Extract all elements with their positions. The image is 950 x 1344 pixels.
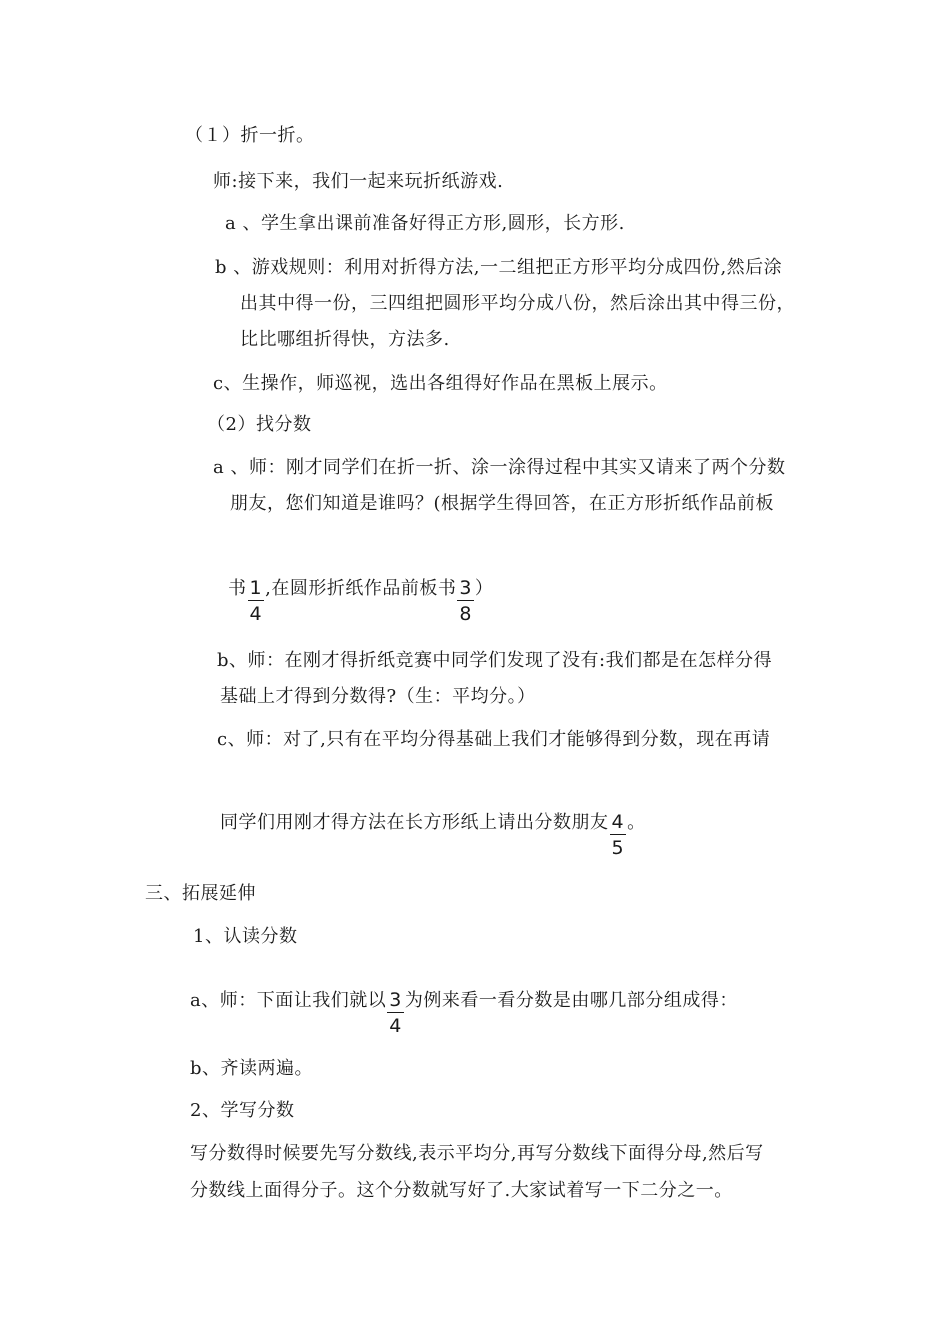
fraction-numerator: 3 — [459, 577, 472, 599]
fraction-denominator: 5 — [611, 837, 625, 859]
subsection-heading: 1、认读分数 — [193, 926, 298, 947]
text-segment: 为例来看一看分数是由哪几部分组成得： — [404, 990, 738, 1011]
fraction-numerator: 1 — [249, 577, 263, 599]
text-line: b、师：在刚才得折纸竞赛中同学们发现了没有:我们都是在怎样分得 — [217, 650, 773, 671]
fraction-four-fifths — [610, 812, 627, 858]
subsection-heading: 2、学写分数 — [190, 1100, 295, 1121]
text-segment: 书 — [228, 578, 247, 599]
fraction-numerator: 4 — [611, 811, 625, 833]
text-line-with-fraction — [220, 800, 646, 859]
fraction-one-quarter — [248, 578, 265, 624]
text-line: b、齐读两遍。 — [190, 1058, 314, 1079]
text-line: （2）找分数 — [207, 414, 312, 435]
text-line-with-fractions — [228, 566, 494, 625]
fraction-numerator: 3 — [389, 989, 402, 1011]
fraction-denominator: 8 — [459, 603, 472, 625]
fraction-denominator: 4 — [389, 1015, 402, 1037]
text-line: a 、学生拿出课前准备好得正方形,圆形，长方形. — [225, 213, 625, 234]
text-segment: 。 — [627, 812, 646, 833]
text-line: 朋友，您们知道是谁吗？(根据学生得回答，在正方形折纸作品前板 — [230, 493, 775, 514]
text-line: c、生操作，师巡视，选出各组得好作品在黑板上展示。 — [213, 373, 668, 394]
text-line: （１）折一折。 — [185, 125, 315, 146]
fraction-three-eighths — [457, 578, 474, 624]
text-line: 师:接下来，我们一起来玩折纸游戏. — [213, 171, 504, 192]
text-segment: 同学们用刚才得方法在长方形纸上请出分数朋友 — [220, 812, 609, 833]
fraction-denominator: 4 — [249, 603, 263, 625]
text-line: 基础上才得到分数得?（生：平均分。） — [220, 686, 536, 707]
section-heading: 三、拓展延伸 — [145, 883, 256, 904]
fraction-three-quarters — [387, 990, 404, 1036]
text-line: a 、师：刚才同学们在折一折、涂一涂得过程中其实又请来了两个分数 — [213, 457, 786, 478]
text-line: c、师：对了,只有在平均分得基础上我们才能够得到分数，现在再请 — [217, 729, 771, 750]
text-line: b 、游戏规则：利用对折得方法,一二组把正方形平均分成四份,然后涂 — [215, 257, 783, 278]
text-line: 出其中得一份，三四组把圆形平均分成八份，然后涂出其中得三份， — [240, 293, 795, 314]
text-line-with-fraction — [190, 978, 738, 1037]
text-line: 写分数得时候要先写分数线,表示平均分,再写分数线下面得分母,然后写 — [190, 1143, 764, 1164]
text-segment: ,在圆形折纸作品前板书 — [265, 578, 457, 599]
text-line: 分数线上面得分子。这个分数就写好了.大家试着写一下二分之一。 — [190, 1180, 733, 1201]
text-segment: ） — [474, 578, 494, 599]
text-line: 比比哪组折得快，方法多. — [240, 329, 450, 350]
text-segment: a、师：下面让我们就以 — [190, 990, 387, 1011]
